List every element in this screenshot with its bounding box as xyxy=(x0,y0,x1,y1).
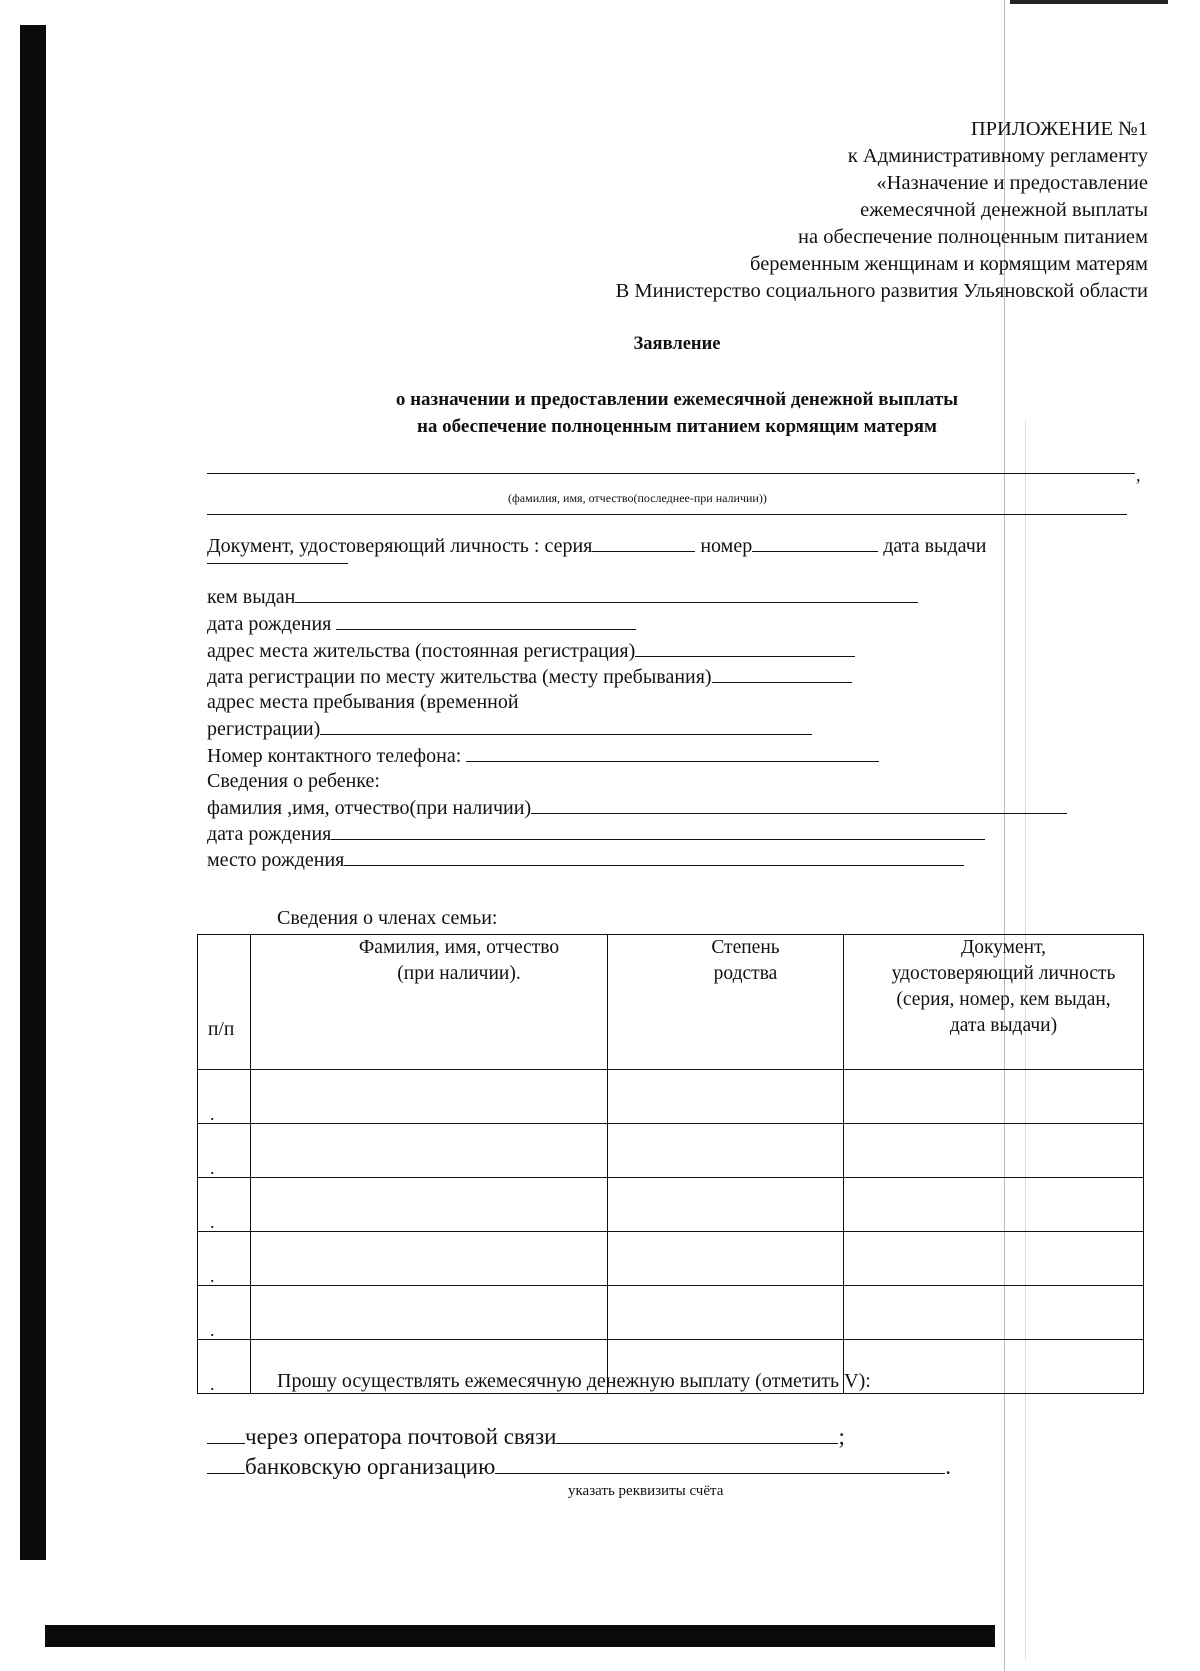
residence-address-row xyxy=(207,638,855,663)
birth-date-row xyxy=(207,611,636,636)
header-name-line: (при наличии). xyxy=(397,963,521,984)
child-birth-date-label: дата рождения xyxy=(207,823,332,845)
issue-date-field[interactable] xyxy=(207,563,348,564)
header-num: п/п xyxy=(198,935,251,1070)
issue-date-label: дата выдачи xyxy=(883,535,987,557)
document-label: Документ, удостоверяющий личность : серия xyxy=(207,535,593,557)
document-row xyxy=(207,533,987,558)
name-cell[interactable] xyxy=(251,1178,608,1232)
birth-date-label: дата рождения xyxy=(207,613,332,635)
row-number-cell[interactable] xyxy=(198,1232,251,1286)
header-document-line: Документ, xyxy=(960,937,1047,958)
header-document xyxy=(844,935,1144,1070)
table-row xyxy=(198,1178,1144,1232)
child-name-field[interactable] xyxy=(531,795,1067,814)
bank-option-label: банковскую организацию xyxy=(245,1454,496,1479)
applicant-name-field[interactable] xyxy=(207,473,1135,474)
header-relation-line: Степень xyxy=(711,937,780,958)
payment-option-post xyxy=(207,1424,845,1450)
bank-checkmark-field[interactable] xyxy=(207,1455,245,1474)
document-subtitle xyxy=(0,386,1200,440)
header-document-line: дата выдачи) xyxy=(949,1015,1058,1036)
header-name xyxy=(251,935,608,1070)
row-marker: . xyxy=(210,1266,215,1286)
header-document-line: удостоверяющий личность xyxy=(891,963,1116,984)
post-option-label: через оператора почтовой связи xyxy=(245,1424,557,1449)
header-document-line: (серия, номер, кем выдан, xyxy=(896,989,1111,1010)
issued-by-label: кем выдан xyxy=(207,586,296,608)
registration-date-row xyxy=(207,664,852,689)
name-cell[interactable] xyxy=(251,1124,608,1178)
appendix-line: беременным женщинам и кормящим матерям xyxy=(750,253,1148,275)
document-cell[interactable] xyxy=(844,1070,1144,1124)
temp-address-label-cont: регистрации) xyxy=(207,718,321,740)
temp-address-field[interactable] xyxy=(320,716,812,735)
birth-date-field[interactable] xyxy=(336,611,636,630)
registration-date-label: дата регистрации по месту жительства (месту пребывания) xyxy=(207,666,712,688)
child-info-label: Сведения о ребенке: xyxy=(207,770,380,792)
row-number-cell[interactable] xyxy=(198,1178,251,1232)
phone-row xyxy=(207,743,879,768)
relation-cell[interactable] xyxy=(608,1124,844,1178)
payment-heading: Прошу осуществлять ежемесячную денежную выплату (отметить V): xyxy=(277,1370,871,1392)
row-marker: . xyxy=(210,1212,215,1232)
appendix-line: ПРИЛОЖЕНИЕ №1 xyxy=(970,118,1148,140)
child-info-row xyxy=(207,769,380,793)
header-name-line: Фамилия, имя, отчество xyxy=(358,937,560,958)
bank-option-end: . xyxy=(945,1454,952,1479)
row-number-cell[interactable] xyxy=(198,1286,251,1340)
row-number-cell[interactable] xyxy=(198,1070,251,1124)
document-cell[interactable] xyxy=(844,1232,1144,1286)
family-members-table xyxy=(197,934,1144,1394)
header-relation xyxy=(608,935,844,1070)
bank-details-field[interactable] xyxy=(495,1455,945,1474)
issued-by-field[interactable] xyxy=(295,584,918,603)
row-marker: . xyxy=(210,1320,215,1340)
document-cell[interactable] xyxy=(844,1340,1144,1394)
document-cell[interactable] xyxy=(844,1178,1144,1232)
row-marker: . xyxy=(210,1104,215,1124)
appendix-line: ежемесячной денежной выплаты xyxy=(860,199,1148,221)
temp-address-label-row xyxy=(207,690,519,714)
name-cell[interactable] xyxy=(251,1286,608,1340)
relation-cell[interactable] xyxy=(608,1070,844,1124)
number-field[interactable] xyxy=(752,533,878,552)
scan-edge-left xyxy=(20,25,46,1560)
row-marker: . xyxy=(210,1374,215,1394)
header-relation-line: родства xyxy=(713,963,778,984)
relation-cell[interactable] xyxy=(608,1286,844,1340)
subtitle-line: о назначении и предоставлении ежемесячной денежной выплаты xyxy=(395,389,959,410)
name-cell[interactable] xyxy=(251,1070,608,1124)
row-number-cell[interactable] xyxy=(198,1124,251,1178)
name-comma: , xyxy=(1136,465,1141,485)
number-label: номер xyxy=(700,535,753,557)
post-details-field[interactable] xyxy=(556,1425,838,1444)
table-row xyxy=(198,1286,1144,1340)
child-birth-place-field[interactable] xyxy=(344,847,964,866)
family-heading: Сведения о членах семьи: xyxy=(277,907,498,929)
series-field[interactable] xyxy=(592,533,695,552)
document-cell[interactable] xyxy=(844,1286,1144,1340)
temp-address-row xyxy=(207,716,812,741)
appendix-line: на обеспечение полноценным питанием xyxy=(798,226,1148,248)
appendix-header xyxy=(616,116,1148,305)
post-option-end: ; xyxy=(838,1424,845,1449)
issued-by-row xyxy=(207,584,918,609)
appendix-line: «Назначение и предоставление xyxy=(876,172,1148,194)
appendix-line: к Административному регламенту xyxy=(847,145,1148,167)
subtitle-line: на обеспечение полноценным питанием кормящим матерям xyxy=(416,416,937,437)
row-marker: . xyxy=(210,1158,215,1178)
child-birth-date-field[interactable] xyxy=(331,821,985,840)
relation-cell[interactable] xyxy=(608,1232,844,1286)
table-row xyxy=(198,1124,1144,1178)
temp-address-label: адрес места пребывания (временной xyxy=(207,691,519,713)
child-name-label: фамилия ,имя, отчество(при наличии) xyxy=(207,797,532,819)
scan-edge-bottom xyxy=(45,1625,995,1647)
child-birth-date-row xyxy=(207,821,985,846)
child-birth-place-row xyxy=(207,847,964,872)
document-title: Заявление xyxy=(633,334,721,354)
child-birth-place-label: место рождения xyxy=(207,849,345,871)
scan-edge-top xyxy=(1010,0,1168,4)
child-name-row xyxy=(207,795,1067,820)
document-cell[interactable] xyxy=(844,1124,1144,1178)
family-table-header xyxy=(198,935,1144,1070)
residence-address-label: адрес места жительства (постоянная регистрация) xyxy=(207,640,636,662)
row-number-cell[interactable] xyxy=(198,1340,251,1394)
appendix-line: В Министерство социального развития Ульяновской области xyxy=(615,280,1148,302)
residence-address-field[interactable] xyxy=(635,638,855,657)
phone-field[interactable] xyxy=(466,743,879,762)
account-details-caption: указать реквизиты счёта xyxy=(568,1483,724,1499)
relation-cell[interactable] xyxy=(608,1178,844,1232)
phone-label: Номер контактного телефона: xyxy=(207,745,462,767)
table-row xyxy=(198,1232,1144,1286)
post-checkmark-field[interactable] xyxy=(207,1425,245,1444)
applicant-name-field-continued[interactable] xyxy=(207,514,1127,515)
name-caption: (фамилия, имя, отчество(последнее-при наличии)) xyxy=(508,491,767,505)
payment-option-bank xyxy=(207,1454,951,1480)
table-row xyxy=(198,1070,1144,1124)
registration-date-field[interactable] xyxy=(712,664,852,683)
name-cell[interactable] xyxy=(251,1232,608,1286)
